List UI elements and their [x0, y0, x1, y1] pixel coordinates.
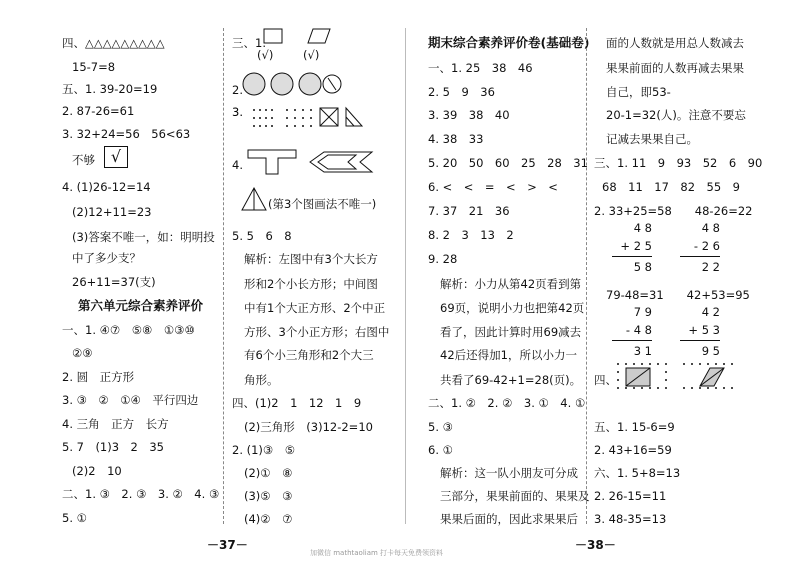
text-line: ②⑨ [72, 346, 93, 360]
analysis-line: 有6个小三角形和2个大三 [244, 348, 374, 362]
text-line: 2. 圆 正方形 [62, 370, 135, 384]
text-line: 8. 2 3 13 2 [428, 228, 514, 242]
analysis-line: 解析：小力从第42页看到第 [440, 277, 582, 291]
calc-line: 4 2 [701, 305, 720, 319]
calc-result: 9 5 [701, 344, 720, 358]
text-line: 2. 87-26=61 [62, 104, 135, 118]
calc-divider [680, 256, 720, 257]
square-figure-icon [263, 28, 283, 44]
calc-divider [612, 256, 652, 257]
svg-text:3.: 3. [232, 105, 243, 119]
calc-divider [680, 340, 720, 341]
text-line: (4)② ⑦ [244, 512, 293, 526]
vertical-calc [612, 221, 652, 274]
answer-text: (√) [303, 48, 320, 62]
text-line: 5. 7 (1)3 2 35 [62, 440, 165, 454]
text-line: 2. 5 9 36 [428, 85, 495, 99]
text-line: 26+11=37(支) [72, 275, 156, 289]
calc-result: 3 1 [633, 344, 652, 358]
text-line: 68 11 17 82 55 9 [602, 180, 740, 194]
text-line: 3. 48-35=13 [594, 512, 667, 526]
object-images-icon [242, 72, 342, 96]
calc-divider [612, 340, 652, 341]
analysis-line: 42后还得加1，所以小力一 [440, 348, 577, 362]
text-line: 2. 26-15=11 [594, 489, 667, 503]
text-line: 6. ① [428, 443, 453, 457]
text-line: 4. 38 33 [428, 132, 484, 146]
text-line: 二、1. ③ 2. ③ 3. ② 4. ③ [62, 487, 220, 501]
analysis-line: 解析：左图中有3个大长方 [244, 252, 378, 266]
text-line: 六、1. 5+8=13 [594, 466, 681, 480]
text-line: (2)12+11=23 [72, 205, 152, 219]
text-line: (3)答案不唯一，如：明明投 [72, 230, 215, 244]
text-line: 79-48=31 42+53=95 [606, 288, 750, 302]
vertical-calc [680, 305, 720, 358]
text-line: 3. 39 38 40 [428, 108, 510, 122]
analysis-line: 三部分，果果前面的、果果及 [440, 489, 590, 503]
page-number: －38－ [575, 538, 616, 552]
column-divider [586, 28, 587, 524]
dot-grid-answer-icon [614, 360, 754, 398]
text-line: 3. ③ ② ①④ 平行四边 [62, 393, 199, 407]
text-line: 四、△△△△△△△△△ [62, 36, 165, 50]
text-line: 不够 [72, 153, 95, 167]
calc-result: 5 8 [633, 260, 652, 274]
text-line: (3)⑤ ③ [244, 489, 293, 503]
text-line: 中了多少支？ [72, 251, 141, 265]
text-line: 四、 [594, 373, 617, 387]
text-line: 4. [232, 158, 243, 172]
parallelogram-figure-icon [307, 28, 331, 44]
text-line: (2)① ⑧ [244, 466, 293, 480]
text-line: (2)2 10 [72, 464, 122, 478]
calc-line: 7 9 [633, 305, 652, 319]
analysis-line: 记减去果果自己。 [606, 132, 698, 146]
analysis-line: 解析：这一队小朋友可分成 [440, 466, 578, 480]
text-line: 2. [232, 83, 243, 97]
analysis-line: 方形、3个小正方形；右图中 [244, 325, 390, 339]
text-line: 2. 43+16=59 [594, 443, 672, 457]
analysis-line: 看了，因此计算时用69减去 [440, 325, 582, 339]
page-number: －37－ [207, 538, 248, 552]
text-line: 15-7=8 [72, 60, 116, 74]
text-line: 6. < < = < > < [428, 180, 558, 194]
vertical-calc [680, 221, 720, 274]
calc-line: - 4 8 [625, 323, 652, 337]
text-line: 三、1. [232, 36, 266, 50]
text-line: 3. 32+24=56 56<63 [62, 127, 191, 141]
arrow-figure-icon [308, 150, 378, 174]
calc-line: - 2 6 [693, 239, 720, 253]
text-line: 9. 28 [428, 252, 458, 266]
analysis-line: 中有1个大正方形、2个中正 [244, 301, 386, 315]
analysis-line: 角形。 [244, 373, 279, 387]
figure-note: (第3个图画法不唯一) [268, 197, 377, 211]
section-heading: 期末综合素养评价卷(基础卷) [428, 35, 590, 50]
text-line: 2. (1)③ ⑤ [232, 443, 296, 457]
page-gutter [405, 28, 406, 524]
analysis-line: 共看了69-42+1=28(页)。 [440, 373, 582, 387]
text-line: 一、1. ④⑦ ⑤⑧ ①③⑩ [62, 323, 195, 337]
calc-line: 4 8 [633, 221, 652, 235]
text-line: 7. 37 21 36 [428, 204, 510, 218]
text-line: 2. 33+25=58 48-26=22 [594, 204, 753, 218]
text-line: 四、(1)2 1 12 1 9 [232, 396, 362, 410]
text-line: 五、1. 39-20=19 [62, 82, 158, 96]
text-line: 5. ① [62, 511, 87, 525]
calc-line: + 2 5 [620, 239, 652, 253]
t-shape-figure-icon [246, 148, 306, 176]
analysis-line: 自己，即53- [606, 85, 671, 99]
text-line: 五、1. 15-6=9 [594, 420, 675, 434]
calc-line: 4 8 [701, 221, 720, 235]
text-line: 二、1. ② 2. ② 3. ① 4. ① [428, 396, 586, 410]
analysis-line: 面的人数就是用总人数减去 [606, 36, 744, 50]
analysis-line: 形和2个小长方形；中间图 [244, 277, 378, 291]
text-line: 5. 5 6 8 [232, 229, 292, 243]
analysis-line: 果果后面的，因此求果果后 [440, 512, 578, 526]
text-line: 一、1. 25 38 46 [428, 61, 533, 75]
text-line: 5. 20 50 60 25 28 31 [428, 156, 588, 170]
calc-line: + 5 3 [688, 323, 720, 337]
triangle-figure-icon [240, 186, 268, 212]
vertical-calc [612, 305, 652, 358]
analysis-line: 20-1=32(人)。注意不要忘 [606, 108, 746, 122]
text-line: (2)三角形 (3)12-2=10 [244, 420, 373, 434]
column-divider [223, 28, 224, 524]
check-box: √ [104, 146, 128, 168]
dot-grid-icon [232, 104, 372, 140]
calc-result: 2 2 [701, 260, 720, 274]
section-heading: 第六单元综合素养评价 [78, 298, 204, 313]
text-line: 4. (1)26-12=14 [62, 180, 151, 194]
footer-watermark: 加微信 mathtaoliam 打卡每天免费领资料 [310, 549, 444, 557]
answer-text: (√) [257, 48, 274, 62]
text-line: 5. ③ [428, 420, 453, 434]
text-line: 4. 三角 正方 长方 [62, 417, 169, 431]
analysis-line: 69页，说明小力也把第42页 [440, 301, 585, 315]
analysis-line: 果果前面的人数再减去果果 [606, 61, 744, 75]
text-line: 三、1. 11 9 93 52 6 90 [594, 156, 763, 170]
